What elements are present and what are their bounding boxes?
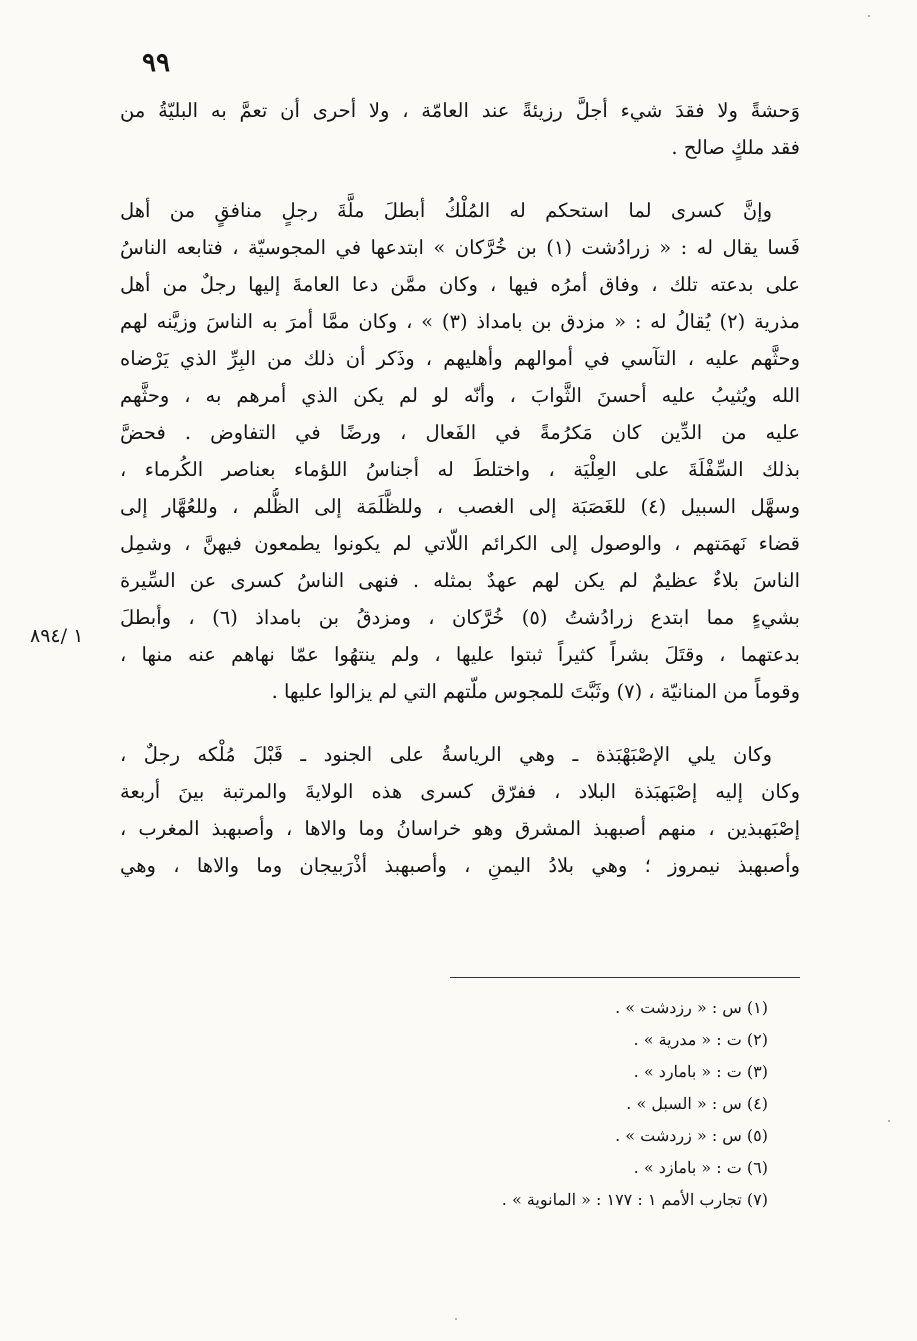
margin-note: ١ /٨٩٤ [30, 625, 84, 647]
text-line: عليه من الدِّين كان مَكرُمةً في الفَعال ، ورضًا في التفاوض . فحضَّ [120, 421, 800, 444]
text-line: وسهَّل السبيل (٤) للغَصَبَة إلى الغصب ، وللظَّلَمَة إلى الظُّلم ، وللعُهَّار إلى [120, 495, 800, 518]
text-line: على بدعته تلك ، وفاق أمرُه فيها ، وكان ممَّن دعا العامةَ إليها رجلٌ من أهل [120, 273, 800, 296]
text-line: وحثَّهم عليه ، التآسي في أموالهم وأهليهم ، وذَكر أن ذلك من البِرِّ الذي يَرْضاه [120, 347, 800, 370]
footnote: (٦) ت : « بامازد » . [633, 1158, 768, 1177]
main-text [120, 92, 800, 884]
footnote: (١) س : « رزدشت » . [615, 998, 768, 1017]
footnote-divider [450, 977, 800, 978]
text-line: بذلك السِّفْلَةَ على العِلْيَة ، واختلطَ له أجناسُ اللؤماء بعناصر الكُرماء ، [120, 458, 800, 481]
text-line: وكان إليه إصْبَهبَذة البلاد ، ففرّق كسرى هذه الولايةَ والمرتبة بينَ أربعة [120, 780, 800, 803]
text-line: الله ويُثيبُ عليه أحسنَ الثَّوابَ ، وأنّه لو لم يكن الذي أمرهم به ، وحثَّهم [120, 384, 800, 407]
text-line: فقد ملكٍ صالح . [671, 136, 800, 159]
text-line: بشيءٍ مما ابتدع زرادُشتُ (٥) خُرَّكان ، ومزدقُ بن بامداذ (٦) ، وأبطلَ [120, 606, 800, 629]
footnote: (٤) س : « السبل » . [626, 1094, 768, 1113]
footnote: (٧) تجارب الأمم ١ : ١٧٧ : « المانوية » . [501, 1190, 768, 1209]
paper-speck [888, 1120, 890, 1122]
page-number: ٩٩ [142, 48, 170, 78]
footnotes [420, 992, 768, 1216]
text-line: إصْبَهبذين ، منهم أصبهبذ المشرق وهو خراسانُ وما والاها ، وأصبهبذ المغرب ، [120, 817, 800, 840]
footnote: (٣) ت : « بامارد » . [633, 1062, 768, 1081]
text-line: وإنَّ كسرى لما استحكم له المُلْكُ أبطلَ ملَّةَ رجلٍ منافقٍ من أهل [120, 199, 772, 222]
paper-speck [455, 1318, 457, 1320]
text-line: فَسا يقال له : « زرادُشت (١) بن خُرَّكان » ابتدعها في المجوسيّة ، فتابعه الناسُ [120, 236, 800, 259]
text-line: مذرية (٢) يُقالُ له : « مزدق بن بامداذ (٣) » ، وكان ممَّا أمرَ به الناسَ وزيَّنه لهم [120, 310, 800, 333]
text-line: قضاء نَهمَتهم ، والوصول إلى الكرائم اللّاتي لم يكونوا يطمعون فيهنَّ ، وشمِل [120, 532, 800, 555]
text-line: الناسَ بلاءٌ عظيمٌ لم يكن لهم عهدٌ بمثله . فنهى الناسُ كسرى عن السِّيرة [120, 569, 800, 592]
text-line: وأصبهبذ نيمروز ؛ وهي بلادُ اليمنِ ، وأصبهبذ أذْرَبيجان وما والاها ، وهي [120, 854, 800, 877]
footnote: (٥) س : « زردشت » . [615, 1126, 768, 1145]
text-line: وَحشةً ولا فقدَ شيء أجلَّ رزيئةً عند العامّة ، ولا أحرى أن تعمَّ به البليّةُ من [120, 99, 800, 122]
text-line: وقوماً من المنانيّة ، (٧) وثَبَّتَ للمجوس ملّتهم التي لم يزالوا عليها . [271, 680, 800, 703]
text-line: وكان يلي الإصْبَهْبَذة ـ وهي الرياسةُ على الجنود ـ قَبْلَ مُلْكه رجلٌ ، [120, 743, 772, 766]
footnote: (٢) ت : « مدرية » . [633, 1030, 768, 1049]
text-line: بدعتهما ، وقتَلَ بشراً كثيراً ثبتوا عليها ، ولم ينتهُوا عمّا نهاهم عنه منها ، [120, 643, 800, 666]
paper-speck [868, 15, 870, 17]
